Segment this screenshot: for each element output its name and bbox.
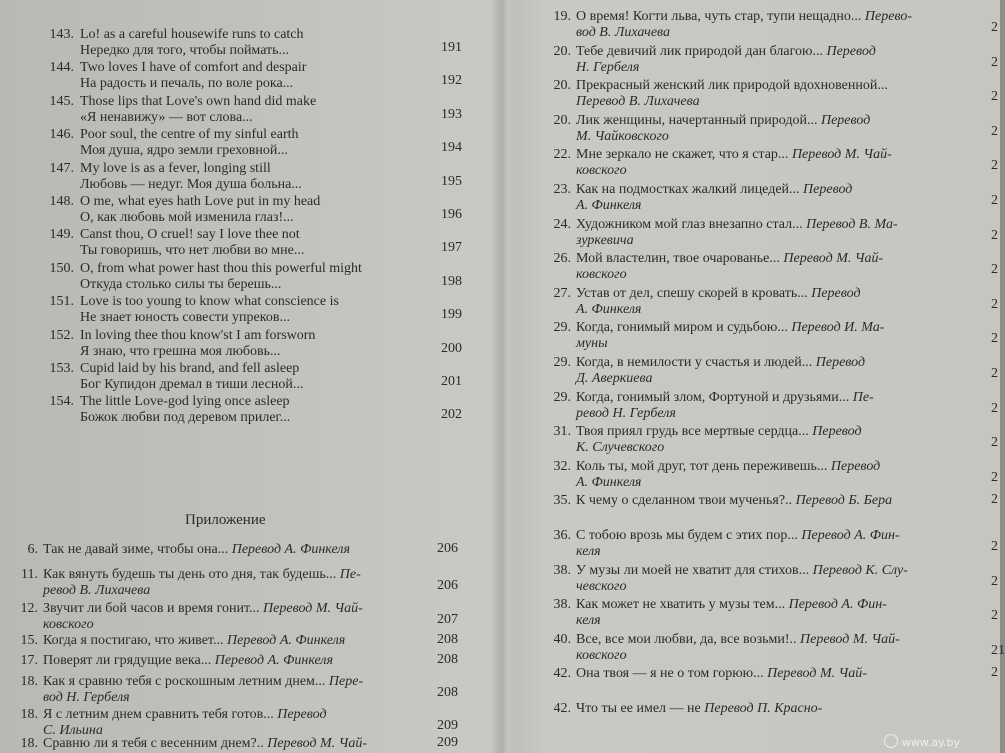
entry-line-russian: Откуда столько силы ты берешь... [80, 276, 282, 292]
entry-number: 18. [20, 707, 38, 722]
entry-translator: Пере- [328, 674, 364, 689]
entry-page-number: 197 [441, 240, 462, 256]
entry-english-title: Two loves I have of comfort and despair [80, 60, 307, 76]
entry-first-line: Когда, в немилости у счастья и людей... [576, 355, 813, 370]
entry-translator-continued: келя [576, 613, 601, 629]
watermark-text: www.ay.by [901, 736, 960, 749]
entry-number: 26. [553, 251, 571, 267]
entry-first-line: Тебе девичий лик природой дан благою... [576, 43, 823, 59]
entry-english-title: Those lips that Love's own hand did make [80, 93, 317, 109]
entry-line [18, 541, 350, 558]
entry-line-english [46, 193, 320, 210]
entry-line [18, 673, 363, 690]
entry-first-line: Коль ты, мой друг, тот день переживешь... [576, 458, 828, 474]
entry-translator: Перевод [826, 43, 876, 59]
entry-line [549, 423, 862, 440]
entry-line-english [46, 160, 271, 177]
entry-translator: Перевод [815, 355, 866, 370]
entry-first-line: Так не давай зиме, чтобы она... [43, 542, 229, 557]
entry-page-number: 2 [991, 331, 998, 347]
entry-page-number: 2 [991, 435, 998, 451]
entry-number: 146. [49, 127, 74, 143]
entry-translator: Пе- [339, 567, 361, 582]
entry-line-russian: Любовь — недуг. Моя душа больна... [80, 176, 302, 192]
entry-translator: Перевод А. Финкеля [214, 653, 333, 668]
entry-page-number: 2 [991, 54, 998, 70]
entry-translator: Перевод [820, 112, 871, 128]
entry-number: 38. [553, 597, 571, 613]
entry-translator-continued: А. Финкеля [576, 474, 642, 490]
entry-number: 151. [49, 294, 74, 310]
entry-translator: Перевод В. Ма- [806, 216, 898, 232]
entry-number: 12. [20, 601, 38, 616]
entry-number: 22. [553, 147, 571, 163]
entry-number: 40. [553, 631, 571, 647]
entry-number: 150. [49, 260, 74, 276]
entry-translator: Перевод К. Слу- [812, 562, 908, 578]
entry-first-line: Что ты ее имел — не [576, 701, 701, 716]
entry-page-number: 2 [991, 123, 998, 139]
entry-line-russian: Нередко для того, чтобы поймать... [80, 43, 290, 58]
entry-line [18, 706, 327, 723]
entry-page-number: 2 [991, 573, 998, 589]
entry-first-line: Когда, гонимый злом, Фортуной и друзьями... [576, 389, 850, 405]
entry-page-number: 2 [991, 400, 998, 416]
entry-english-title: Canst thou, O cruel! say I love thee not [80, 227, 300, 243]
entry-number: 20. [553, 43, 571, 59]
entry-number: 38. [553, 562, 571, 578]
entry-line [549, 8, 912, 25]
entry-line-russian: Моя душа, ядро земли греховной... [80, 143, 288, 159]
entry-translator-continued: А. Финкеля [576, 198, 642, 213]
entry-line [549, 562, 908, 579]
entry-translator: Перевод А. Финкеля [231, 542, 350, 557]
entry-translator-continued: ковского [576, 267, 627, 283]
entry-translator-continued: Перевод В. Лихачева [576, 94, 700, 110]
entry-page-number: 2 [991, 227, 998, 243]
entry-number: 35. [553, 493, 571, 509]
entry-number: 23. [553, 182, 571, 197]
entry-number: 149. [49, 227, 74, 243]
entry-line [549, 250, 883, 267]
entry-line [549, 700, 822, 717]
entry-translator-continued: ковского [576, 647, 627, 663]
entry-first-line: Все, все мои любви, да, все возьми!.. [576, 631, 797, 647]
entry-page-number: 198 [441, 273, 462, 289]
entry-number: 29. [553, 355, 571, 370]
entry-line-english [46, 293, 339, 310]
entry-page-number: 196 [441, 207, 462, 222]
entry-first-line: Лик женщины, начертанный природой... [576, 112, 818, 128]
entry-number: 36. [553, 528, 571, 543]
entry-first-line: У музы ли моей не хватит для стихов... [576, 562, 810, 578]
entry-translator: Перевод А. Финкеля [227, 633, 346, 648]
entry-number: 145. [49, 93, 74, 109]
watermark [884, 734, 960, 749]
entry-page-number: 195 [441, 173, 462, 189]
entry-page-number: 2 [991, 608, 998, 624]
entry-number: 32. [553, 458, 571, 474]
entry-first-line: Мой властелин, твое очарованье... [576, 251, 780, 267]
entry-line [549, 389, 874, 406]
entry-translator: Перево- [864, 9, 912, 24]
entry-translator-continued: А. Финкеля [576, 301, 642, 317]
entry-english-title: Cupid laid by his brand, and fell asleep [80, 361, 300, 376]
entry-line [549, 43, 876, 60]
entry-page-number: 207 [437, 612, 458, 627]
entry-number: 42. [553, 701, 571, 716]
entry-first-line: О время! Когти льва, чуть стар, тупи нещадно... [576, 9, 862, 24]
entry-translator: Перевод М. Чай- [263, 601, 363, 616]
entry-number: 20. [553, 78, 571, 94]
entry-line [549, 458, 880, 475]
entry-line-english [46, 59, 306, 76]
entry-first-line: Художником мой глаз внезапно стал... [576, 216, 803, 232]
entry-line [18, 735, 367, 752]
entry-english-title: My love is as a fever, longing still [80, 160, 271, 176]
entry-english-title: O, from what power hast thou this powerful might [80, 260, 362, 276]
entry-number: 27. [553, 285, 571, 301]
entry-first-line: Сравню ли я тебя с весенним днем?.. [43, 736, 264, 751]
entry-number: 31. [553, 424, 571, 440]
entry-translator: Перевод [812, 424, 862, 440]
entry-first-line: Я с летним днем сравнить тебя готов... [43, 707, 274, 722]
entry-page-number: 2 [991, 469, 998, 485]
entry-number: 144. [49, 60, 74, 76]
entry-page-number: 2 [991, 366, 998, 381]
entry-page-number: 202 [441, 407, 462, 423]
entry-translator: Перевод И. Ма- [791, 320, 885, 336]
entry-number: 6. [27, 542, 38, 557]
entry-first-line: Твоя приял грудь все мертвые сердца... [576, 424, 809, 440]
entry-number: 19. [553, 9, 571, 24]
entry-translator: Перевод [803, 182, 853, 197]
entry-page-number: 206 [437, 541, 458, 556]
entry-line [549, 285, 861, 302]
entry-translator: Перевод М. Чай- [767, 666, 867, 682]
entry-page-number: 192 [441, 73, 462, 89]
entry-translator-continued: зуркевича [576, 232, 634, 248]
entry-line-english [46, 327, 315, 344]
entry-number: 18. [20, 674, 38, 689]
entry-number: 24. [553, 216, 571, 232]
entry-line [549, 665, 867, 682]
entry-line-english [46, 260, 362, 277]
entry-line-english [46, 393, 290, 410]
entry-page-number: 2 [991, 539, 998, 554]
entry-page-number: 199 [441, 307, 462, 323]
entry-first-line: К чему о сделанном твои мученья?.. [576, 493, 793, 509]
entry-first-line: Поверят ли грядущие века... [43, 653, 212, 668]
entry-page-number: 2 [991, 492, 998, 508]
entry-translator: Перевод [277, 707, 327, 722]
entry-first-line: Как я сравню тебя с роскошным летним днем... [43, 674, 326, 689]
entry-english-title: O me, what eyes hath Love put in my head [80, 194, 321, 209]
entry-translator: Перевод Б. Бера [795, 493, 893, 509]
entry-line [549, 181, 852, 198]
entry-line [549, 527, 900, 544]
entry-number: 29. [553, 389, 571, 405]
entry-first-line: Когда я постигаю, что живет... [43, 633, 224, 648]
appendix-heading: Приложение [185, 512, 266, 528]
entry-first-line: Звучит ли бой часов и время гонит... [43, 601, 260, 616]
entry-page-number: 208 [437, 685, 458, 700]
entry-page-number: 21 [991, 642, 1005, 658]
entry-line [549, 77, 888, 94]
entry-translator: Перевод П. Красно- [704, 701, 823, 716]
entry-translator-continued: вод В. Лихачева [576, 25, 671, 40]
entry-translator-continued: Н. Гербеля [576, 59, 640, 75]
entry-line-russian: «Я ненавижу» — вот слова... [80, 109, 253, 125]
entry-translator-continued: М. Чайковского [576, 128, 669, 144]
entry-translator-continued: ковского [576, 163, 627, 179]
entry-english-title: In loving thee thou know'st I am forsworn [80, 327, 316, 343]
entry-number: 11. [21, 567, 38, 582]
entry-number: 18. [20, 736, 38, 751]
entry-translator: Перевод М. Чай- [783, 251, 884, 267]
entry-english-title: Poor soul, the centre of my sinful earth [80, 127, 299, 143]
entry-translator: Пе- [852, 389, 874, 405]
entry-number: 29. [553, 320, 571, 336]
entry-line [549, 319, 884, 336]
entry-number: 152. [49, 327, 74, 343]
entry-first-line: Как может не хватить у музы тем... [576, 597, 786, 613]
entry-page-number: 200 [441, 340, 462, 356]
entry-translator: Перевод М. Чай- [267, 736, 368, 751]
entry-first-line: Она твоя — я не о том горюю... [576, 666, 764, 682]
entry-english-title: Love is too young to know what conscience is [80, 294, 339, 310]
entry-line-english [46, 126, 299, 143]
entry-page-number: 191 [441, 40, 462, 55]
entry-page-number: 2 [991, 296, 998, 312]
entry-translator-continued: С. Ильина [43, 723, 103, 738]
entry-translator-continued: вод Н. Гербеля [43, 690, 130, 705]
entry-first-line: Устав от дел, спешу скорей в кровать... [576, 285, 808, 301]
entry-first-line: Как на подмостках жалкий лицедей... [576, 182, 800, 197]
entry-line [549, 354, 865, 371]
entry-page-number: 209 [437, 735, 458, 750]
entry-translator: Перевод М. Чай- [791, 147, 892, 163]
entry-translator: Перевод А. Фин- [801, 528, 900, 543]
entry-page-number: 209 [437, 718, 458, 733]
entry-translator: Перевод А. Фин- [788, 597, 887, 613]
entry-line [549, 216, 898, 233]
entry-page-number: 2 [991, 193, 998, 208]
entry-line-english [46, 93, 316, 110]
entry-first-line: Как вянуть будешь ты день ото дня, так будешь... [43, 567, 337, 582]
entry-line-russian: Бог Купидон дремал в тиши лесной... [80, 377, 304, 392]
entry-page-number: 208 [437, 652, 458, 667]
entry-translator: Перевод М. Чай- [800, 631, 900, 647]
entry-first-line: С тобою врозь мы будем с этих пор... [576, 528, 798, 543]
entry-page-number: 2 [991, 158, 998, 174]
entry-line-russian: Божок любви под деревом прилег... [80, 410, 291, 426]
entry-line-russian: Я знаю, что грешна моя любовь... [80, 343, 281, 359]
entry-number: 15. [20, 633, 38, 648]
entry-translator-continued: келя [576, 544, 601, 559]
entry-line [18, 600, 363, 617]
watermark-logo-icon [884, 734, 898, 748]
entry-number: 20. [553, 112, 571, 128]
entry-line [18, 632, 345, 649]
entry-translator-continued: К. Случевского [576, 440, 665, 456]
entry-number: 147. [49, 160, 74, 176]
entry-line [549, 631, 900, 648]
entry-line-russian: Не знает юность совести упреков... [80, 310, 290, 326]
entry-number: 17. [20, 653, 38, 668]
entry-line-english [46, 360, 299, 377]
entry-page-number: 2 [991, 89, 998, 105]
entry-page-number: 2 [991, 20, 998, 35]
entry-line-russian: На радость и печаль, по воле рока... [80, 76, 294, 92]
entry-translator-continued: чевского [576, 578, 627, 594]
entry-translator-continued: муны [576, 336, 608, 352]
entry-line [18, 566, 361, 583]
entry-page-number: 194 [441, 140, 462, 156]
entry-translator-continued: ревод Н. Гербеля [576, 405, 676, 421]
entry-line [549, 492, 892, 509]
entry-number: 153. [49, 361, 74, 376]
entry-translator-continued: ковского [43, 617, 94, 632]
entry-number: 42. [553, 666, 571, 682]
entry-line-russian: Ты говоришь, что нет любви во мне... [80, 243, 305, 259]
entry-page-number: 206 [437, 578, 458, 593]
entry-line-english [46, 226, 300, 243]
entry-page-number: 2 [991, 262, 998, 278]
entry-first-line: Мне зеркало не скажет, что я стар... [576, 147, 789, 163]
entry-translator: Перевод [830, 458, 881, 474]
entry-number: 143. [49, 27, 74, 42]
entry-line [549, 146, 892, 163]
entry-first-line: Прекрасный женский лик природой вдохновенной... [576, 78, 888, 94]
entry-line [549, 112, 870, 129]
entry-line-english [46, 26, 304, 43]
entry-page-number: 201 [441, 374, 462, 389]
entry-first-line: Когда, гонимый миром и судьбою... [576, 320, 788, 336]
entry-page-number: 193 [441, 106, 462, 122]
entry-line [549, 596, 887, 613]
right-page [505, 0, 1005, 753]
entry-english-title: Lo! as a careful housewife runs to catch [80, 27, 304, 42]
entry-translator-continued: ревод В. Лихачева [43, 583, 151, 598]
entry-line-russian: О, как любовь мой изменила глаз!... [80, 210, 294, 225]
entry-translator-continued: Д. Аверкиева [576, 371, 653, 386]
entry-page-number: 2 [991, 665, 998, 681]
entry-translator: Перевод [811, 285, 861, 301]
entry-english-title: The little Love-god lying once asleep [80, 394, 290, 410]
entry-line [18, 652, 333, 669]
entry-number: 148. [49, 194, 74, 209]
entry-number: 154. [49, 394, 74, 410]
entry-page-number: 208 [437, 632, 458, 647]
